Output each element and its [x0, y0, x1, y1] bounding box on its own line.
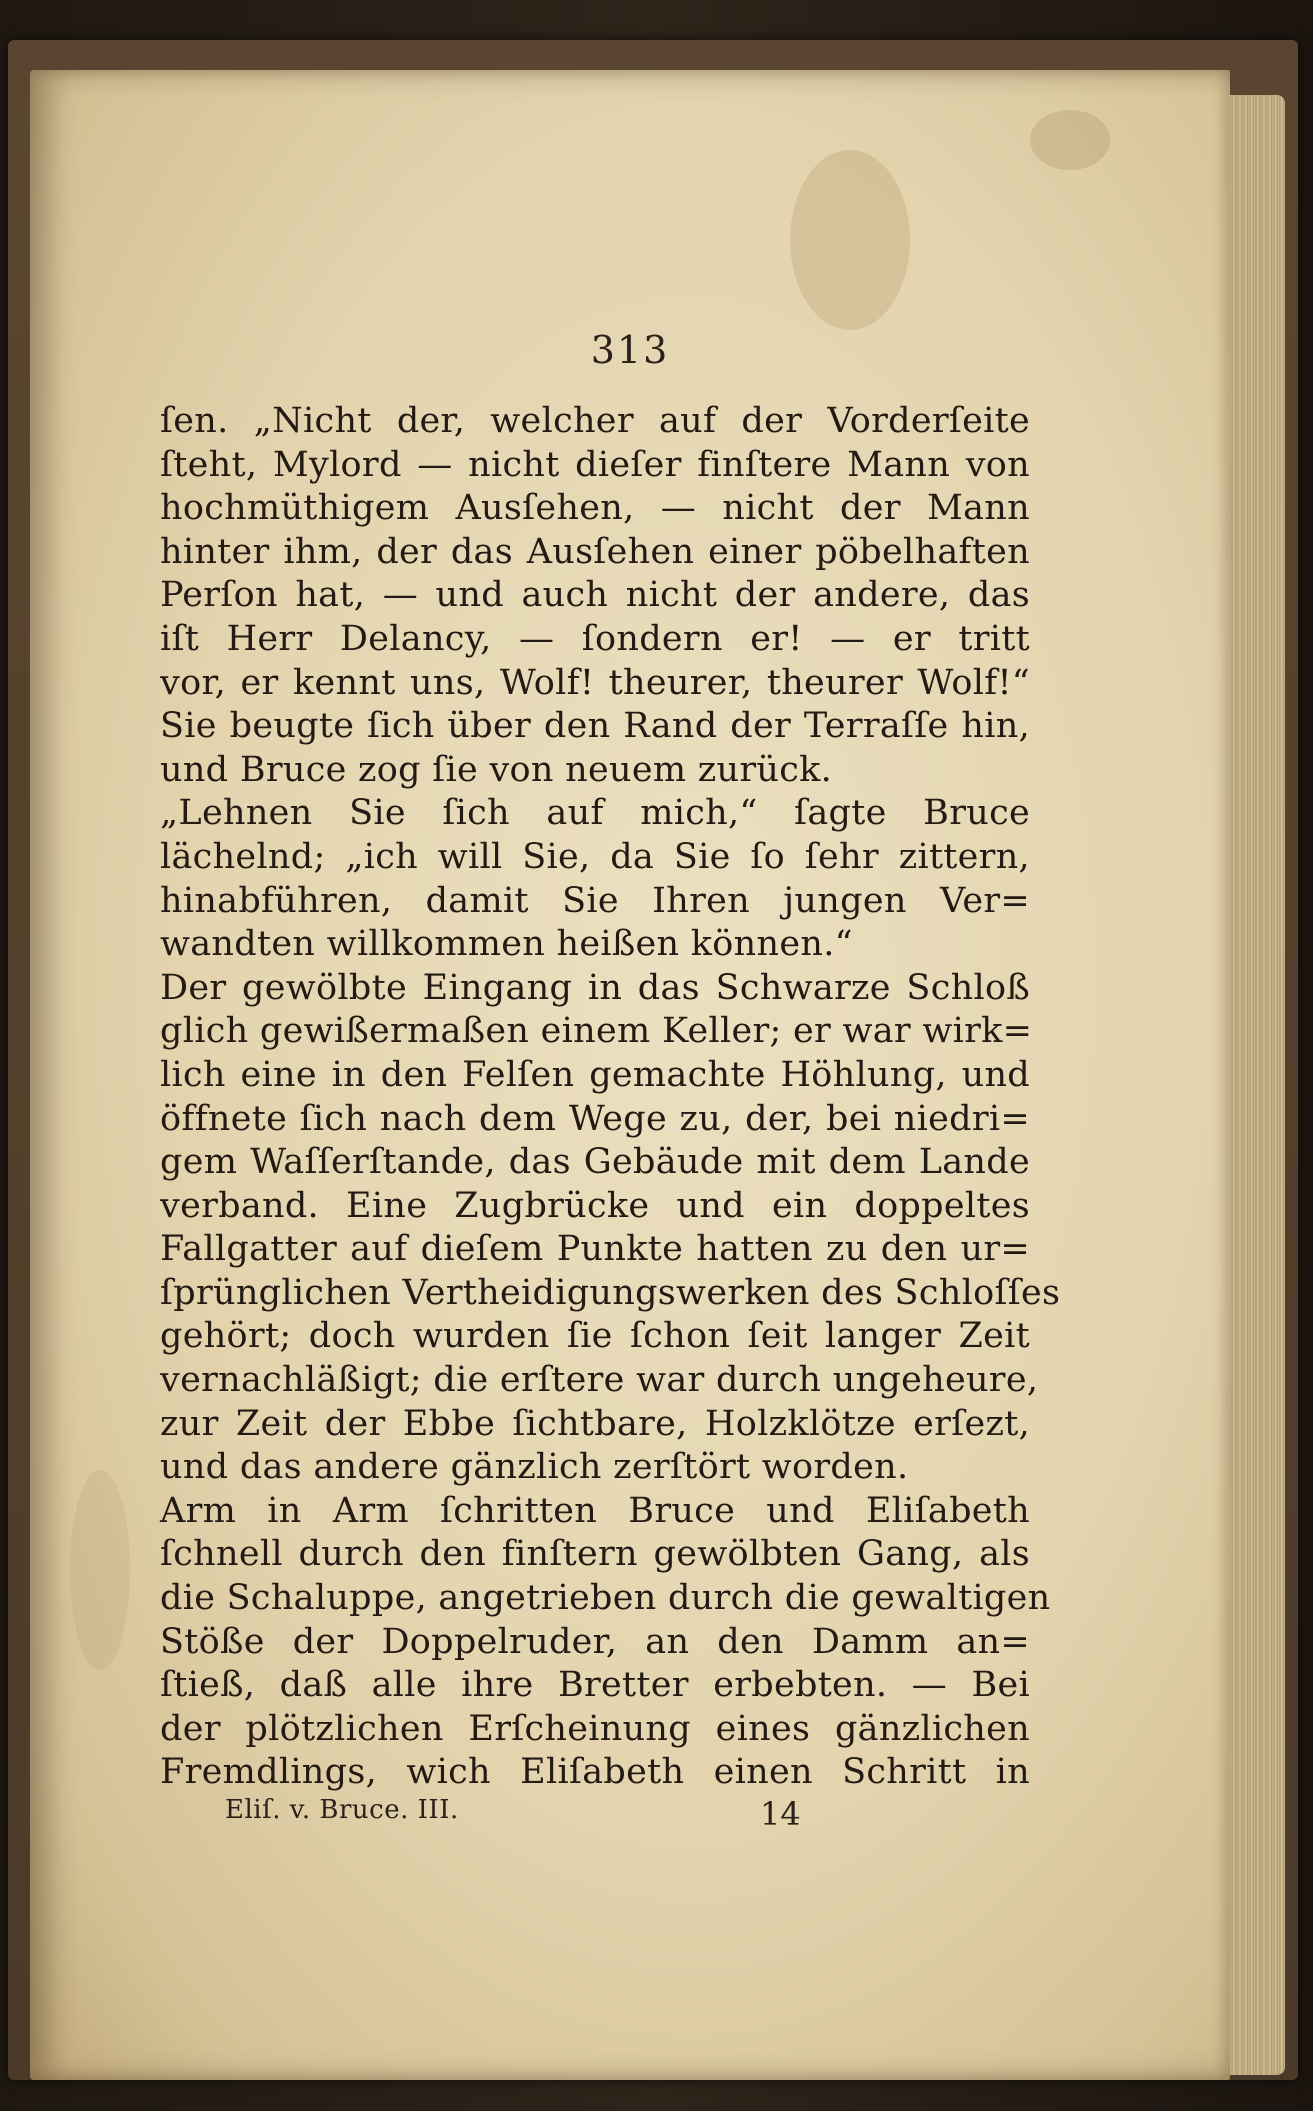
text-line: und das andere gänzlich zerſtört worden.: [160, 1447, 909, 1488]
signature-line: Eliſ. v. Bruce. III.: [225, 1795, 459, 1825]
text-line: wandten willkommen heißen können.“: [160, 924, 853, 965]
text-line: lich eine in den Felſen gemachte Höhlung, und: [160, 1054, 1030, 1095]
text-line: ſtieß, daß alle ihre Bretter erbebten. — Bei: [160, 1665, 1030, 1706]
text-line: hinabführen, damit Sie Ihren jungen Ver=: [160, 880, 1030, 921]
text-line: Arm in Arm ſchritten Bruce und Eliſabeth: [160, 1490, 1030, 1531]
text-line: ſteht, Mylord — nicht dieſer finſtere Mann von: [160, 444, 1030, 485]
book-page: [30, 70, 1230, 2080]
text-line: Stöße der Doppelruder, an den Damm an=: [160, 1621, 1030, 1662]
page-stain: [790, 150, 910, 330]
text-line: verband. Eine Zugbrücke und ein doppeltes: [160, 1185, 1030, 1226]
text-line: zur Zeit der Ebbe ſichtbare, Holzklötze erſezt,: [160, 1403, 1030, 1444]
text-line: gehört; doch wurden ſie ſchon ſeit langer Zeit: [160, 1316, 1030, 1357]
text-line: Der gewölbte Eingang in das Schwarze Schloß: [160, 967, 1030, 1008]
text-line: ſen. „Nicht der, welcher auf der Vorderſeite: [160, 401, 1030, 441]
signature-mark: 14: [760, 1795, 801, 1833]
text-line: ſchnell durch den finſtern gewölbten Gang, als: [160, 1534, 1030, 1575]
text-line: ſprünglichen Vertheidigungswerken des Schloſſes: [160, 1272, 1061, 1313]
text-line: hochmüthigem Ausſehen, — nicht der Mann: [160, 488, 1030, 529]
text-line: hinter ihm, der das Ausſehen einer pöbelhaften: [160, 531, 1030, 572]
text-line: vernachläßigt; die erſtere war durch ungeheure,: [160, 1360, 1039, 1401]
text-line: „Lehnen Sie ſich auf mich,“ ſagte Bruce: [160, 793, 1030, 834]
text-line: Perſon hat, — und auch nicht der andere, das: [160, 575, 1030, 616]
page-stain: [70, 1470, 130, 1670]
page-footer: [160, 1795, 1030, 1839]
text-line: die Schaluppe, angetrieben durch die gewaltigen: [160, 1578, 1051, 1619]
text-line: Fallgatter auf dieſem Punkte hatten zu den ur=: [160, 1229, 1030, 1270]
text-line: öffnete ſich nach dem Wege zu, der, bei niedri=: [160, 1098, 1030, 1139]
text-line: gem Waſſerſtande, das Gebäude mit dem Lande: [160, 1142, 1030, 1183]
text-line: Sie beugte ſich über den Rand der Terraſſe hin,: [160, 706, 1030, 747]
text-line: glich gewißermaßen einem Keller; er war wirk=: [160, 1011, 1033, 1052]
text-line: vor, er kennt uns, Wolf! theurer, theurer Wolf!“: [160, 662, 1030, 703]
text-line: der plötzlichen Erſcheinung eines gänzlichen: [160, 1708, 1030, 1749]
text-line: lächelnd; „ich will Sie, da Sie ſo ſehr zittern,: [160, 836, 1030, 877]
text-line: Fremdlings, wich Eliſabeth einen Schritt in: [160, 1752, 1030, 1793]
page-stain: [1030, 110, 1110, 170]
text-line: und Bruce zog ſie von neuem zurück.: [160, 749, 833, 790]
page-number: 313: [590, 328, 670, 372]
body-text: [160, 400, 1061, 1795]
text-line: iſt Herr Delancy, — ſondern er! — er tritt: [160, 618, 1030, 659]
